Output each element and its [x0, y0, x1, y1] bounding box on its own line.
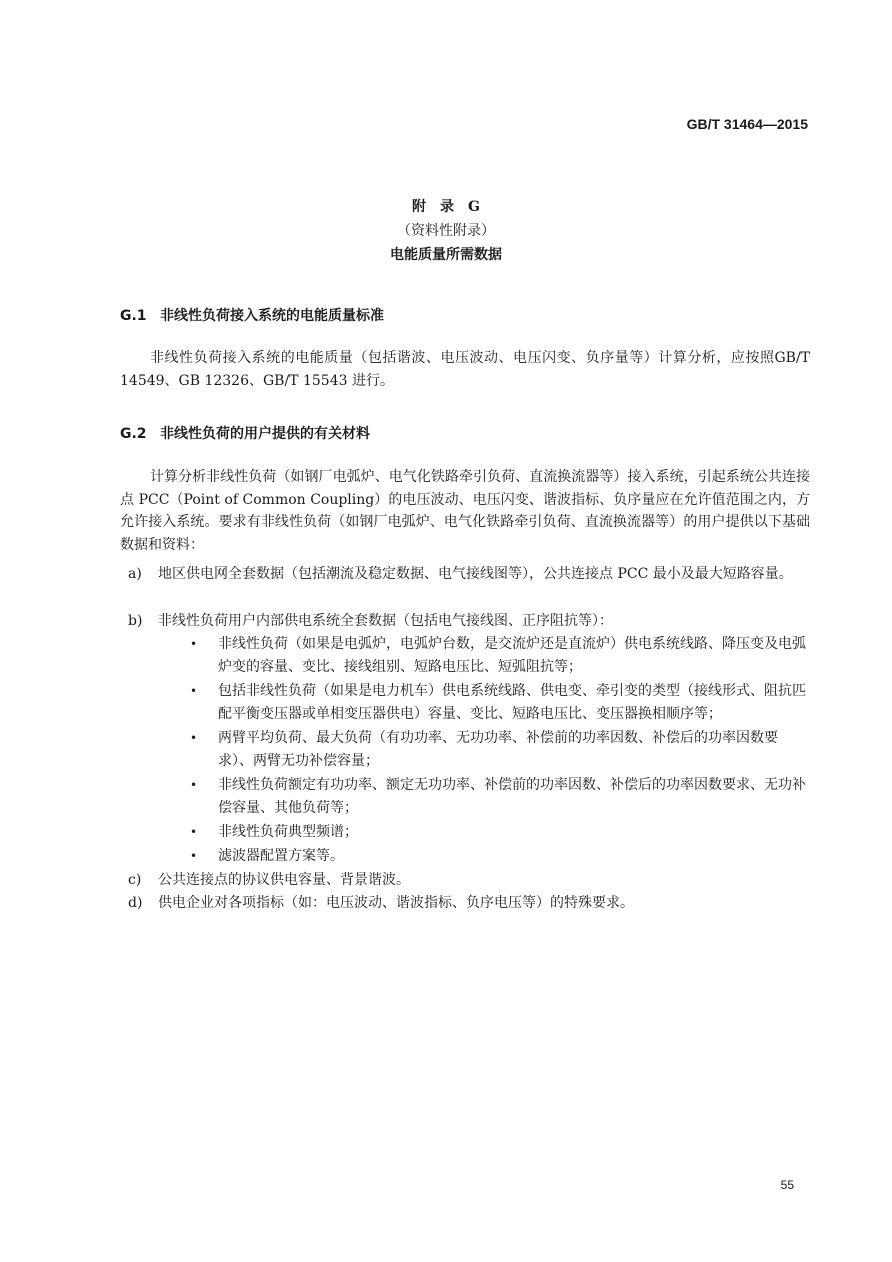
- list-item-d: [128, 892, 810, 915]
- list-item-text: 非线性负荷用户内部供电系统全套数据（包括电气接线图、正序阻抗等）：: [158, 613, 613, 629]
- bullet-item: [190, 774, 810, 819]
- bullet-item: [190, 680, 810, 725]
- page-number: 55: [780, 1178, 794, 1192]
- section-g2-number: G.2: [120, 426, 147, 442]
- bullet-item: [190, 845, 810, 868]
- section-g1-paragraph: 非线性负荷接入系统的电能质量（包括谐波、电压波动、电压闪变、负序量等）计算分析，应按照GB/T 14549、GB 12326、GB/T 15543 进行。: [120, 350, 810, 389]
- annex-label: 附 录 G: [412, 199, 480, 215]
- section-g1-title: 非线性负荷接入系统的电能质量标准: [160, 308, 384, 324]
- annex-title: 电能质量所需数据: [390, 247, 502, 263]
- section-g1-number: G.1: [120, 308, 147, 324]
- section-g2-paragraph: 计算分析非线性负荷（如钢厂电弧炉、电气化铁路牵引负荷、直流换流器等）接入系统，引起系统公共连接点 PCC（Point of Common Coupling）的电压波动、电压闪变、谐波指标、负序量应在允许值范围之内，方允许接入系统。要求有非线性负荷（如钢厂电弧炉、电气化铁路牵引负荷、直流换流器等）的用户提供以下基础数据和资料：: [120, 469, 810, 553]
- bullet-icon: •: [190, 684, 198, 698]
- list-item-text: 地区供电网全套数据（包括潮流及稳定数据、电气接线图等），公共连接点 PCC 最小及最大短路容量。: [158, 566, 793, 582]
- bullet-text: 非线性负荷（如果是电弧炉，电弧炉台数，是交流炉还是直流炉）供电系统线路、降压变及电弧炉变的容量、变比、接线组别、短路电压比、短弧阻抗等；: [218, 636, 806, 675]
- bullet-icon: •: [190, 778, 198, 792]
- section-g2-title: 非线性负荷的用户提供的有关材料: [160, 426, 370, 442]
- list-item-a: [128, 563, 810, 586]
- list-marker: d): [128, 895, 143, 911]
- bullet-text: 包括非线性负荷（如果是电力机车）供电系统线路、供电变、牵引变的类型（接线形式、阻抗匹配平衡变压器或单相变压器供电）容量、变比、短路电压比、变压器换相顺序等；: [218, 683, 806, 722]
- bullet-text: 非线性负荷额定有功功率、额定无功功率、补偿前的功率因数、补偿后的功率因数要求、无功补偿容量、其他负荷等；: [218, 777, 806, 816]
- bullet-icon: •: [190, 731, 198, 745]
- bullet-text: 滤波器配置方案等。: [218, 848, 344, 864]
- section-g1-heading: [120, 305, 384, 325]
- list-marker: c): [128, 872, 142, 888]
- bullet-item: [190, 821, 810, 844]
- standard-code: GB/T 31464—2015: [686, 116, 808, 132]
- bullet-icon: •: [190, 825, 198, 839]
- bullet-icon: •: [190, 637, 198, 651]
- bullet-icon: •: [190, 849, 198, 863]
- bullet-text: 两臂平均负荷、最大负荷（有功功率、无功功率、补偿前的功率因数、补偿后的功率因数要求）、两臂无功补偿容量；: [218, 730, 778, 769]
- bullet-item: [190, 727, 810, 772]
- list-marker: a): [128, 566, 142, 582]
- bullet-item: [190, 633, 810, 678]
- list-marker: b): [128, 613, 143, 629]
- list-item-text: 供电企业对各项指标（如：电压波动、谐波指标、负序电压等）的特殊要求。: [158, 895, 634, 911]
- list-item-b: [128, 610, 810, 633]
- list-item-c: [128, 869, 810, 892]
- bullet-text: 非线性负荷典型频谱；: [218, 824, 358, 840]
- annex-type: （资料性附录）: [397, 223, 495, 239]
- section-g2-heading: [120, 423, 370, 443]
- list-item-text: 公共连接点的协议供电容量、背景谐波。: [158, 872, 410, 888]
